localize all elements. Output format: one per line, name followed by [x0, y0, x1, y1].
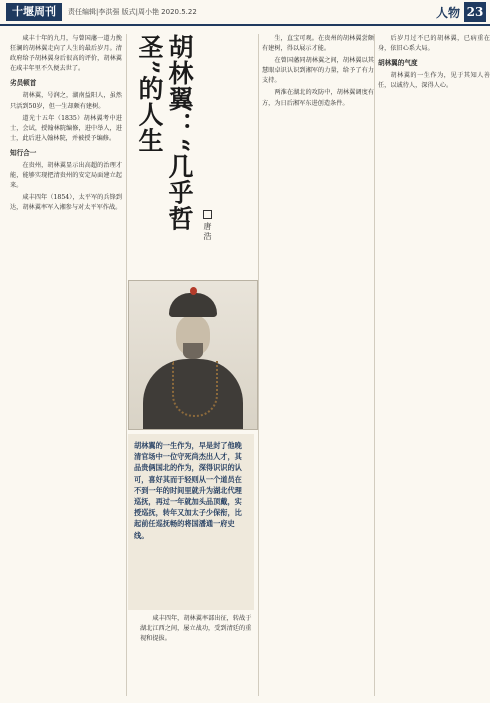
column-divider [126, 34, 127, 696]
body-column-2 [140, 614, 252, 696]
masthead: 十堰周刊 [6, 3, 62, 21]
editor-meta: 责任编辑|李洪强 版式|周小艳 2020.5.22 [68, 8, 197, 16]
page-number: 23 [464, 2, 486, 22]
paragraph: 咸丰四年（1854），太平军的兵锋到达，胡林翼率军入湘参与对太平军作战。 [10, 194, 122, 212]
section-label: 人物 [435, 6, 460, 20]
byline [202, 210, 213, 242]
subheading: 胡林翼的气度 [378, 59, 418, 68]
court-beads-shape [172, 361, 218, 417]
paragraph: 在贵州，胡林翼显示出高超的治理才能，能够实现把清贵州的安定局面建立起来。 [10, 162, 122, 190]
subheading: 知行合一 [10, 148, 37, 157]
body-column-3 [262, 34, 374, 696]
beard-shape [183, 343, 203, 359]
paragraph: 咸丰十年的九月，与曾国藩一道力挽狂澜的胡林翼走向了人生的最后岁月。清政府给予胡林翼身后很高的评价，胡林翼在咸丰年里不久便去世了。 [10, 35, 122, 73]
paragraph: 咸丰四年，胡林翼率部出征，转战于湖北江西之间，屡立战功，受到清廷的重视和提拔。 [140, 615, 252, 643]
paragraph: 后岁月过不已的胡林翼，已病重在身，依旧心系大局。 [378, 35, 490, 53]
column-divider [258, 34, 259, 696]
title-block [128, 34, 256, 274]
paragraph: 胡林翼，号润之，湖南益阳人，虽然只活到50岁，但一生却颇有建树。 [10, 92, 122, 110]
portrait-image [128, 280, 258, 430]
square-icon [203, 210, 212, 219]
hat-finial-shape [190, 287, 197, 295]
body-column-1 [10, 34, 122, 696]
body-column-4 [378, 34, 490, 696]
column-divider [374, 34, 375, 696]
author-name: 唐浩 [203, 222, 212, 242]
article-title: 胡林翼：“几乎哲圣”的人生 [135, 34, 194, 232]
paragraph: 道光十五年（1835）胡林翼考中进士，会试，授翰林院编修，进中举人，进士，此后进入翰林院，并被授予编修。 [10, 114, 122, 142]
pull-quote: 胡林翼的一生作为，早是封了他晚清官场中一位守死尚杰出人才，其品贵俩国北的作为，深得识识的认可，喜好其而于轻则从一个道员在不到一年的时间里就升为湖北代理巡抚，再过一年就加头品顶戴，实授巡抚，转年又加太子少保衔，比起前任巡抚畅的将国潘通一府史线。 [128, 434, 254, 610]
hat-shape [169, 293, 217, 317]
page-header [0, 0, 490, 24]
subheading: 劣员顿首 [10, 79, 37, 88]
paragraph: 两淮在湖北的攻防中，胡林翼调度有方，为日后湘军东进创造条件。 [262, 89, 374, 107]
paragraph: 胡林翼的一生作为，见于其知人善任，以诚待人，深得人心。 [378, 72, 490, 90]
paragraph: 生，直宝可观。在贵州的胡林翼尝颇有建树，得以展示才能。 [262, 35, 374, 53]
header-rule [0, 24, 490, 26]
paragraph: 在曾国藩同胡林翼之间，胡林翼以其慧眼卓识认识到湘军的力量，给予了有力支持。 [262, 57, 374, 85]
